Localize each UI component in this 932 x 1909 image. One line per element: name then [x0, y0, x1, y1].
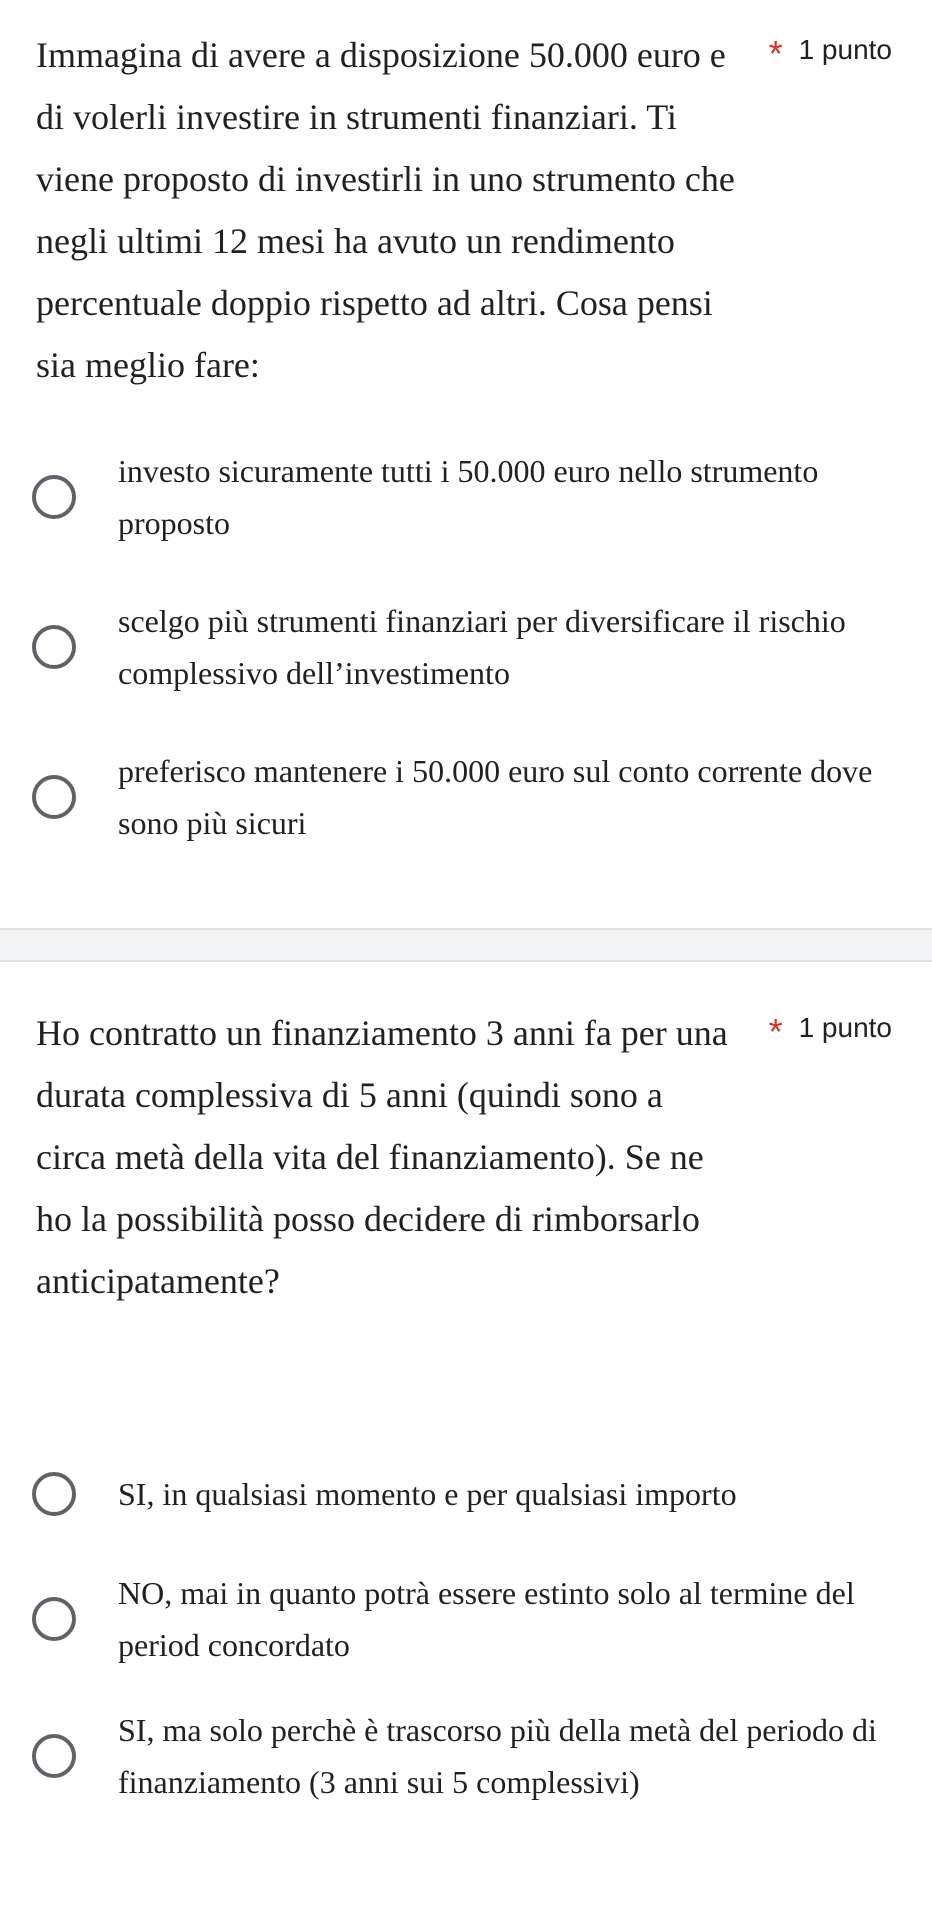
question-title: Immagina di avere a disposizione 50.000 euro e di volerli investire in strumenti finanziari. Ti viene proposto di investirli in uno strumento che negli ultimi 12 mesi ha avuto un rendimento percentuale doppio rispetto ad altri. Cosa pensi sia meglio fare:	[36, 35, 735, 385]
option-label: SI, ma solo perchè è trascorso più della metà del periodo di finanziamento (3 anni sui 5 complessivi)	[118, 1712, 877, 1800]
option-label: NO, mai in quanto potrà essere estinto solo al termine del period concordato	[118, 1575, 855, 1663]
section-divider	[0, 928, 932, 962]
points-label: 1 punto	[798, 34, 892, 65]
question-meta	[769, 24, 892, 76]
question-header	[36, 24, 892, 396]
radio-button[interactable]	[32, 1472, 76, 1516]
radio-button[interactable]	[32, 1734, 76, 1778]
radio-option-1[interactable]	[30, 445, 902, 549]
option-label: SI, in qualsiasi momento e per qualsiasi importo	[118, 1476, 737, 1512]
radio-option-3[interactable]	[30, 1704, 902, 1808]
required-asterisk: *	[768, 1011, 783, 1052]
question-header	[36, 1002, 892, 1312]
option-label: preferisco mantenere i 50.000 euro sul conto corrente dove sono più sicuri	[118, 753, 873, 841]
radio-button[interactable]	[32, 1597, 76, 1641]
option-label: scelgo più strumenti finanziari per diversificare il rischio complessivo dell’investimento	[118, 603, 846, 691]
required-asterisk: *	[768, 33, 783, 74]
radio-button[interactable]	[32, 775, 76, 819]
radio-option-2[interactable]	[30, 1567, 902, 1671]
points-label: 1 punto	[798, 1012, 892, 1043]
radio-option-1[interactable]	[30, 1468, 902, 1520]
option-label: investo sicuramente tutti i 50.000 euro nello strumento proposto	[118, 453, 819, 541]
radio-button[interactable]	[32, 625, 76, 669]
radio-button[interactable]	[32, 475, 76, 519]
question-title: Ho contratto un finanziamento 3 anni fa per una durata complessiva di 5 anni (quindi sono a circa metà della vita del finanziamento). Se ne ho la possibilità posso decidere di rimborsarlo anticipatamente?	[36, 1013, 728, 1301]
question-meta	[769, 1002, 892, 1054]
radio-option-3[interactable]	[30, 745, 902, 849]
radio-option-2[interactable]	[30, 595, 902, 699]
question-card-1	[0, 0, 932, 928]
question-card-2	[0, 962, 932, 1909]
